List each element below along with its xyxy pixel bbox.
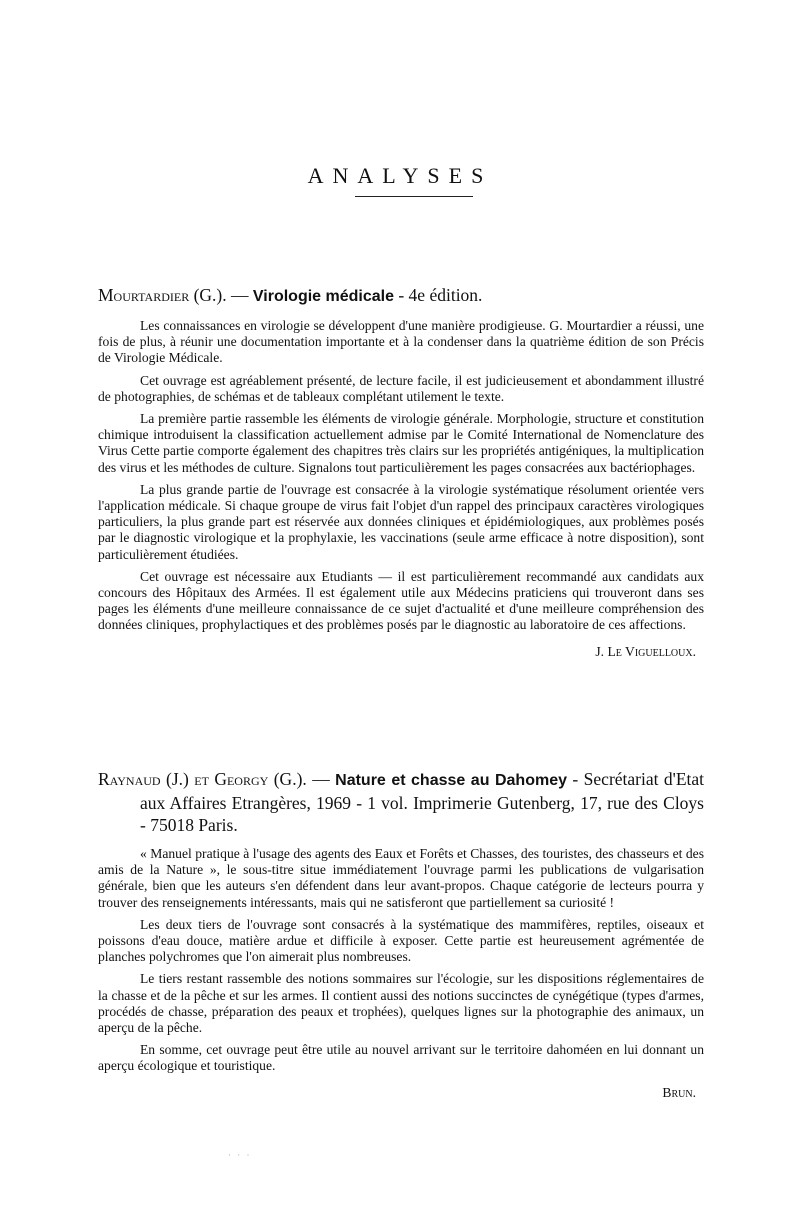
review-heading (98, 768, 704, 836)
book-edition: - 4e édition. (393, 285, 483, 305)
review-paragraph: La première partie rassemble les éléments de virologie générale. Morphologie, structure et constitution chimique introduisent la classification actuellement admise par le Comité International de Nomenclature des Virus Cette partie comporte également des chapitres très clairs sur les propriétés antigéniques, la multiplication des virus et les méthodes de culture. Signalons tout particulièrement les pages consacrées aux bactériophages. (98, 411, 704, 475)
print-speck: · · · (228, 1150, 252, 1160)
page-title: ANALYSES (307, 162, 493, 188)
book-title: Nature et chasse au Dahomey (335, 772, 567, 789)
review-signature: Brun. (662, 1084, 696, 1100)
review-raynaud-georgy (98, 768, 704, 1101)
heading-dash: — (226, 285, 253, 305)
review-mourtardier (98, 284, 704, 660)
review-heading (98, 284, 704, 308)
book-publisher: - Secrétariat d'Etat aux Affaires Etrangères, 1969 - 1 vol. Imprimerie Gutenberg, 17, rue des Cloys - 75018 Paris. (140, 769, 704, 835)
review-paragraph: Cet ouvrage est agréablement présenté, de lecture facile, il est judicieusement et abondamment illustré de photographies, de schémas et de tableaux complétant utilement le texte. (98, 372, 704, 404)
review-paragraph: En somme, cet ouvrage peut être utile au nouvel arrivant sur le territoire dahoméen en lui donnant un aperçu écologique et touristique. (98, 1042, 704, 1074)
review-paragraph: Les connaissances en virologie se développent d'une manière prodigieuse. G. Mourtardier a réussi, une fois de plus, à réunir une documentation importante et à la condenser dans la quatrième édition de son Précis de Virologie Médicale. (98, 318, 704, 366)
review-author: Raynaud (J.) et Georgy (G.). (98, 769, 307, 789)
review-author: Mourtardier (G.). (98, 285, 227, 305)
book-title: Virologie médicale (252, 288, 394, 305)
review-paragraph: Le tiers restant rassemble des notions sommaires sur l'écologie, sur les dispositions réglementaires de la chasse et de la pêche et sur les armes. Il contient aussi des notions succinctes de cynégétique (types d'armes, procédés de chasse, préparation des peaux et trophées), quelques lignes sur la photographie des animaux, un aperçu de la pêche. (98, 971, 704, 1036)
review-paragraph: La plus grande partie de l'ouvrage est consacrée à la virologie systématique résolument orientée vers l'application médicale. Si chaque groupe de virus fait l'objet d'un rappel des principaux caractères virologiques particuliers, la plus grande part est réservée aux données cliniques et épidémiologiques, aux problèmes posés par le diagnostic virologique et la prophylaxie, les vaccinations (seule arme efficace à notre disposition), sont particulièrement étudiées. (98, 481, 704, 562)
review-signature: J. Le Viguelloux. (595, 643, 696, 659)
review-paragraph: Cet ouvrage est nécessaire aux Etudiants — il est particulièrement recommandé aux candidats aux concours des Hôpitaux des Armées. Il est également utile aux Médecins praticiens qui trouveront dans ses pages les éléments d'une meilleure connaissance de ce sujet d'actualité et d'une meilleure compréhension des données cliniques, prophylactiques et des problèmes posés par le diagnostic au laboratoire de ces affections. (98, 568, 704, 633)
review-paragraph: « Manuel pratique à l'usage des agents des Eaux et Forêts et Chasses, des touristes, des chasseurs et des amis de la Nature », le sous-titre situe immédiatement l'ouvrage parmi les publications de vulgarisation générale, bien que les auteurs s'en défendent dans leur avant-propos. Chaque catégorie de lecteurs pourra y trouver des renseignements intéressants, mais qui ne satisferont que partiellement sa curiosité ! (98, 846, 704, 910)
title-divider (355, 196, 473, 197)
review-paragraph: Les deux tiers de l'ouvrage sont consacrés à la systématique des mammifères, reptiles, oiseaux et poissons d'eau douce, matière ardue et difficile à exposer. Cette partie est heureusement agrémentée de planches polychromes que l'on aimerait plus nombreuses. (98, 916, 704, 965)
heading-dash: — (306, 769, 336, 789)
